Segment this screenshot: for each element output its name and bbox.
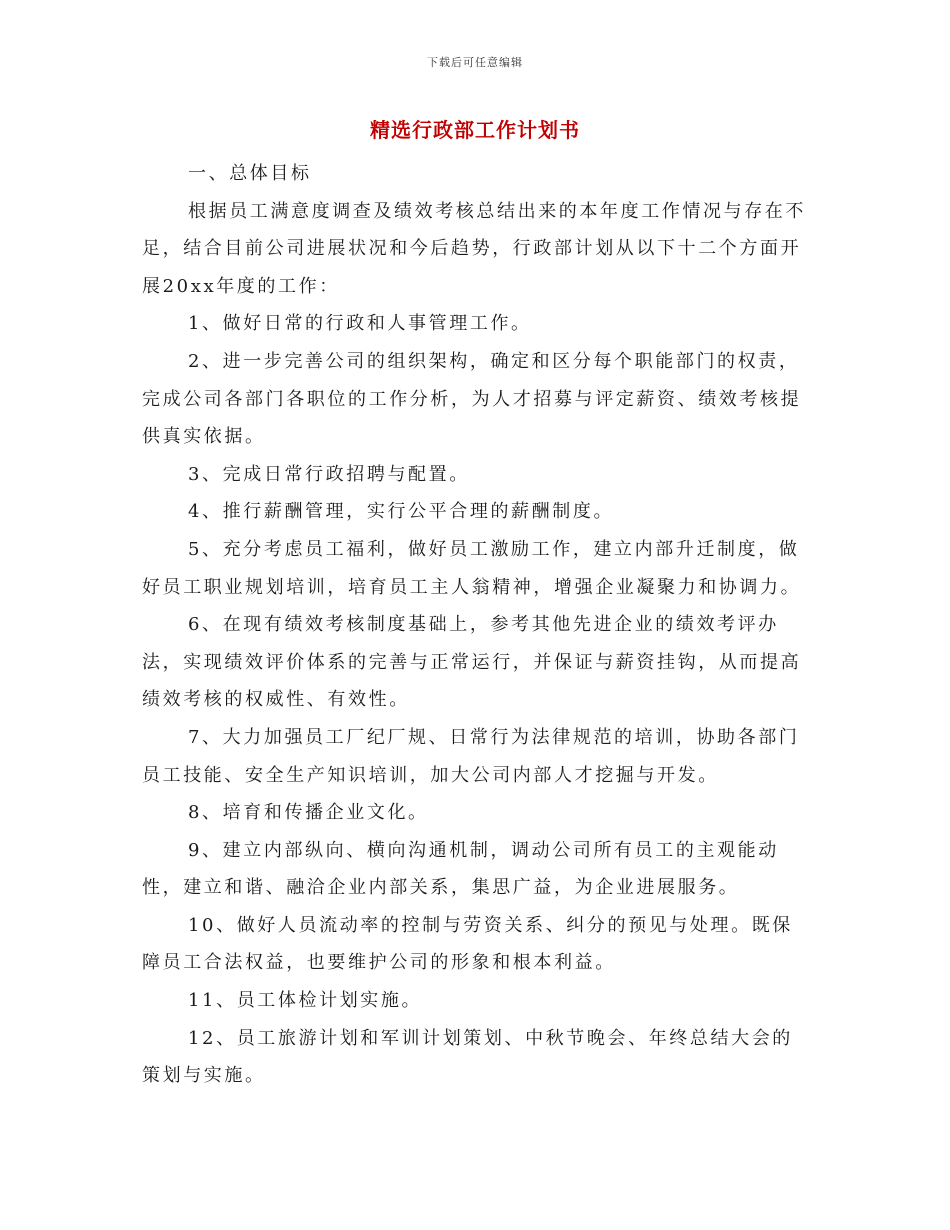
document-title: 精选行政部工作计划书 — [370, 118, 580, 142]
list-item: 7、大力加强员工厂纪厂规、日常行为法律规范的培训，协助各部门员工技能、安全生产知识培训，加大公司内部人才挖掘与开发。 — [142, 726, 800, 786]
list-item: 4、推行薪酬管理，实行公平合理的薪酬制度。 — [188, 501, 615, 523]
list-item: 12、员工旅游计划和军训计划策划、中秋节晚会、年终总结大会的策划与实施。 — [142, 1027, 793, 1087]
list-item: 9、建立内部纵向、横向沟通机制，调动公司所有员工的主观能动性，建立和谐、融洽企业内部关系，集思广益，为企业进展服务。 — [142, 839, 779, 899]
list-item: 11、员工体检计划实施。 — [188, 990, 423, 1012]
list-item: 6、在现有绩效考核制度基础上，参考其他先进企业的绩效考评办法，实现绩效评价体系的完善与正常运行，并保证与薪资挂钩，从而提高绩效考核的权威性、有效性。 — [142, 614, 802, 711]
document-body — [142, 155, 810, 1095]
list-item: 1、做好日常的行政和人事管理工作。 — [188, 313, 532, 335]
section-heading: 一、总体目标 — [188, 163, 312, 184]
paragraph: 根据员工满意度调查及绩效考核总结出来的本年度工作情况与存在不足，结合目前公司进展状况和今后趋势，行政部计划从以下十二个方面开展20xx年度的工作： — [142, 200, 806, 297]
list-item: 10、做好人员流动率的控制与劳资关系、纠分的预见与处理。既保障员工合法权益，也要维护公司的形象和根本利益。 — [142, 914, 793, 974]
header-note: 下载后可任意编辑 — [427, 56, 523, 69]
list-item: 8、培育和传播企业文化。 — [188, 802, 429, 824]
list-item: 3、完成日常行政招聘与配置。 — [188, 463, 470, 485]
list-item: 5、充分考虑员工福利，做好员工激励工作，建立内部升迁制度，做好员工职业规划培训，培育员工主人翁精神，增强企业凝聚力和协调力。 — [142, 538, 802, 598]
list-item: 2、进一步完善公司的组织架构，确定和区分每个职能部门的权责，完成公司各部门各职位的工作分析，为人才招募与评定薪资、绩效考核提供真实依据。 — [142, 350, 802, 448]
